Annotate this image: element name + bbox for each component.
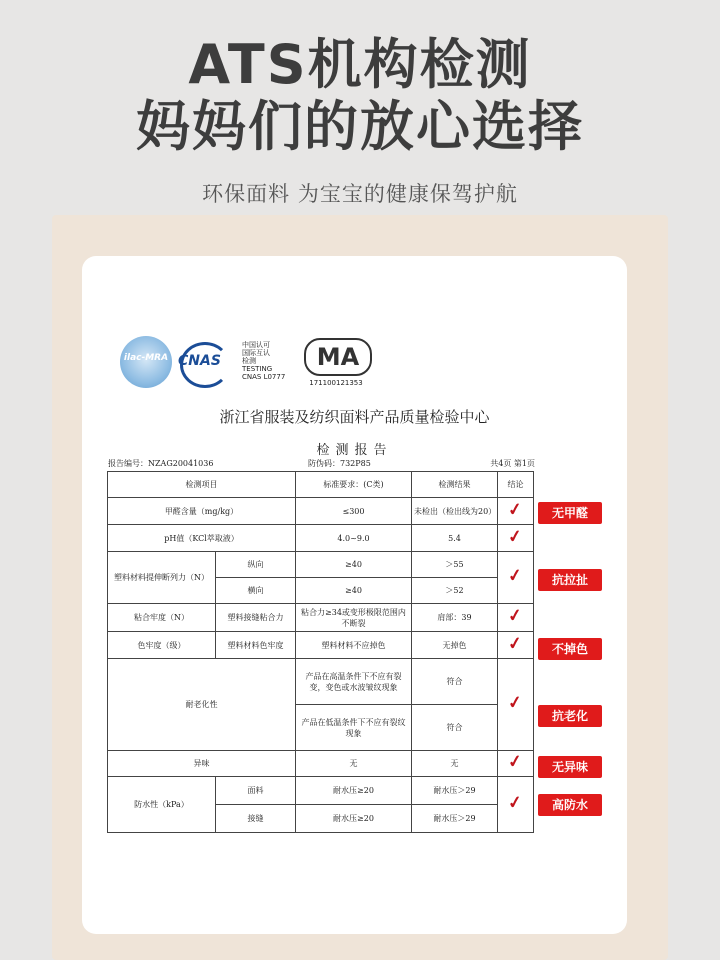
tag-anti-aging: 抗老化 [538, 705, 602, 727]
test-report-paper [82, 256, 627, 934]
table-row: 塑料材料提伸断列力（N） 纵向 ≥40 ＞55 ✓ [108, 552, 534, 578]
check-mark-icon: ✓ [498, 777, 534, 833]
tag-no-fading: 不掉色 [538, 638, 602, 660]
title-line-2: 妈妈们的放心选择 [136, 95, 584, 158]
table-row: 色牢度（级） 塑料材料色牢度 塑料材料不应掉色 无掉色 ✓ [108, 632, 534, 659]
table-row: 横向 ≥40 ＞52 [108, 578, 534, 604]
table-header-row: 检测项目 标准要求：(C类) 检测结果 结论 [108, 472, 534, 498]
page-count: 共4页 第1页 [490, 459, 535, 468]
anti-fake-code: 防伪码：732P85 [308, 459, 371, 468]
check-mark-icon: ✓ [498, 525, 534, 552]
subtitle: 环保面料 为宝宝的健康保驾护航 [202, 182, 518, 206]
table-row: 耐老化性 产品在高温条件下不应有裂变，变色或水波皱纹现象 符合 ✓ [108, 659, 534, 705]
tag-no-formaldehyde: 无甲醛 [538, 502, 602, 524]
check-mark-icon: ✓ [498, 604, 534, 632]
report-number: 报告编号：NZAG20041036 [108, 459, 214, 468]
check-mark-icon: ✓ [498, 552, 534, 604]
report-title: 检测报告 [316, 443, 393, 458]
cma-logo-icon: MA 171100121353 [304, 338, 376, 392]
table-row: 甲醛含量（mg/kg） ≤300 未检出（检出线为20） ✓ [108, 498, 534, 525]
check-mark-icon: ✓ [498, 498, 534, 525]
check-mark-icon: ✓ [498, 751, 534, 777]
tag-tear-resistant: 抗拉扯 [538, 569, 602, 591]
table-row: 接缝 耐水压≥20 耐水压＞29 [108, 805, 534, 833]
test-results-table [107, 471, 534, 833]
organization-name: 浙江省服装及纺织面料产品质量检验中心 [219, 408, 490, 426]
table-row: 防水性（kPa） 面料 耐水压≥20 耐水压＞29 ✓ [108, 777, 534, 805]
ilac-mra-logo-icon: ilac-MRA [120, 336, 172, 388]
tag-high-waterproof: 高防水 [538, 794, 602, 816]
table-row: 异味 无 无 ✓ [108, 751, 534, 777]
table-row: 产品在低温条件下不应有裂纹现象 符合 [108, 705, 534, 751]
cnas-logo-text: 中国认可 国际互认 检测 TESTING CNAS L0777 [242, 341, 286, 381]
title-line-1: ATS机构检测 [188, 33, 532, 96]
tag-no-odor: 无异味 [538, 756, 602, 778]
cnas-logo-icon: CNAS [174, 340, 234, 384]
check-mark-icon: ✓ [498, 632, 534, 659]
check-mark-icon: ✓ [498, 659, 534, 751]
table-row: 粘合牢度（N） 塑料接缝粘合力 粘合力≥34或变形极限范围内不断裂 肩部：39 ✓ [108, 604, 534, 632]
table-row: pH值（KCl萃取液） 4.0~9.0 5.4 ✓ [108, 525, 534, 552]
